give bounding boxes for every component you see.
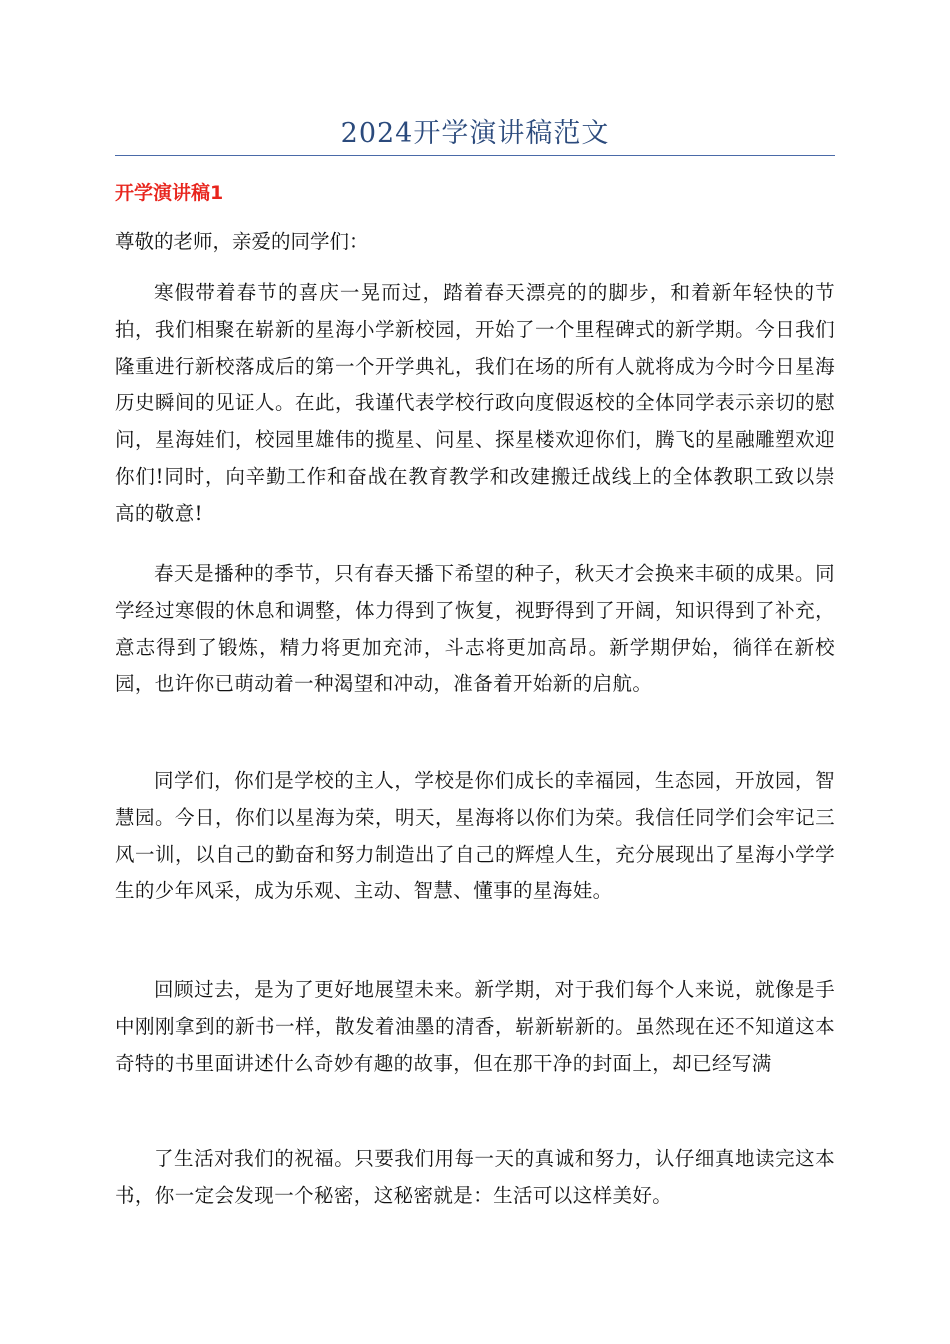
section-heading: 开学演讲稿1 — [115, 182, 224, 204]
body-paragraph: 了生活对我们的祝福。只要我们用每一天的真诚和努力，认仔细真地读完这本书，你一定会发现一个秘密，这秘密就是：生活可以这样美好。 — [115, 1147, 835, 1207]
document-title: 2024开学演讲稿范文 — [340, 118, 610, 149]
salutation: 尊敬的老师，亲爱的同学们： — [115, 230, 369, 253]
body-paragraph: 同学们，你们是学校的主人，学校是你们成长的幸福园，生态园，开放园，智慧园。今日，你们以星海为荣，明天，星海将以你们为荣。我信任同学们会牢记三风一训，以自己的勤奋和努力制造出了自己的辉煌人生，充分展现出了星海小学学生的少年风采，成为乐观、主动、智慧、懂事的星海娃。 — [115, 769, 835, 903]
body-paragraph: 寒假带着春节的喜庆一晃而过，踏着春天漂亮的的脚步，和着新年轻快的节拍，我们相聚在崭新的星海小学新校园，开始了一个里程碑式的新学期。今日我们隆重进行新校落成后的第一个开学典礼，我们在场的所有人就将成为今时今日星海历史瞬间的见证人。在此，我谨代表学校行政向度假返校的全体同学表示亲切的慰问，星海娃们，校园里雄伟的揽星、问星、探星楼欢迎你们，腾飞的星融雕塑欢迎你们!同时，向辛勤工作和奋战在教育教学和改建搬迁战线上的全体教职工致以崇高的敬意! — [115, 281, 835, 525]
title-underline-divider — [115, 155, 835, 156]
body-paragraph: 回顾过去，是为了更好地展望未来。新学期，对于我们每个人来说，就像是手中刚刚拿到的新书一样，散发着油墨的清香，崭新崭新的。虽然现在还不知道这本奇特的书里面讲述什么奇妙有趣的故事，但在那干净的封面上，却已经写满 — [115, 978, 835, 1075]
body-paragraph: 春天是播种的季节，只有春天播下希望的种子，秋天才会换来丰硕的成果。同学经过寒假的休息和调整，体力得到了恢复，视野得到了开阔，知识得到了补充，意志得到了锻炼，精力将更加充沛，斗志将更加高昂。新学期伊始，徜徉在新校园，也许你已萌动着一种渴望和冲动，准备着开始新的启航。 — [115, 562, 835, 696]
